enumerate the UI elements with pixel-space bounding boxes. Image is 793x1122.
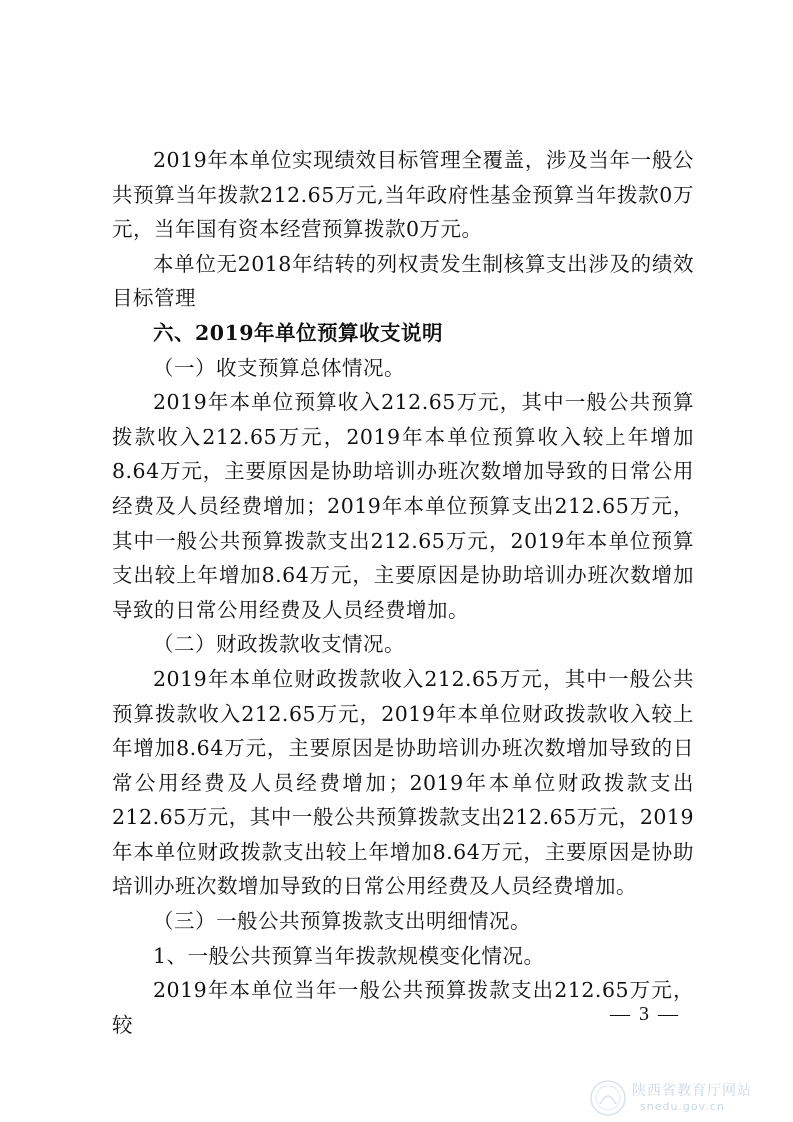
subheading-general-budget-detail: （三）一般公共预算拨款支出明细情况。 (153, 909, 531, 934)
page-number: — 3 — (610, 1003, 680, 1025)
document-body (112, 143, 694, 1042)
section-heading-six: 六、2019年单位预算收支说明 (153, 320, 444, 345)
subheading-overall-budget: （一）收支预算总体情况。 (153, 355, 405, 380)
subheading-fiscal-appropriation: （二）财政拨款收支情况。 (153, 632, 405, 657)
site-watermark (588, 1078, 788, 1118)
paragraph-performance-coverage: 2019年本单位实现绩效目标管理全覆盖，涉及当年一般公共预算当年拨款212.65万元,当年政府性基金预算当年拨款0万元，当年国有资本经营预算拨款0万元。 (112, 148, 694, 242)
paragraph-fiscal-appropriation: 2019年本单位财政拨款收入212.65万元，其中一般公共预算拨款收入212.65万元，2019年本单位财政拨款收入较上年增加8.64万元，主要原因是协助培训办班次数增加导致的日常公用经费及人员经费增加；2019年本单位财政拨款支出212.65万元，其中一般公共预算拨款支出212.65万元，2019年本单位财政拨款支出较上年增加8.64万元，主要原因是协助培训办班次数增加导致的日常公用经费及人员经费增加。 (112, 666, 694, 899)
watermark-logo-icon (588, 1078, 628, 1118)
paragraph-scale-change: 2019年本单位当年一般公共预算拨款支出212.65万元，较 (112, 978, 694, 1037)
watermark-site-name: 陕西省教育厅网站 (632, 1083, 752, 1099)
paragraph-overall-budget: 2019年本单位预算收入212.65万元，其中一般公共预算拨款收入212.65万元，2019年本单位预算收入较上年增加8.64万元，主要原因是协助培训办班次数增加导致的日常公用经费及人员经费增加；2019年本单位预算支出212.65万元，其中一般公共预算拨款支出212.65万元，2019年本单位预算支出较上年增加8.64万元，主要原因是协助培训办班次数增加导致的日常公用经费及人员经费增加。 (112, 390, 694, 622)
subheading-scale-change: 1、一般公共预算当年拨款规模变化情况。 (153, 943, 545, 968)
paragraph-no-carryover: 本单位无2018年结转的列权责发生制核算支出涉及的绩效目标管理 (112, 251, 694, 311)
watermark-url: snedu.gov.cn (640, 1100, 725, 1113)
